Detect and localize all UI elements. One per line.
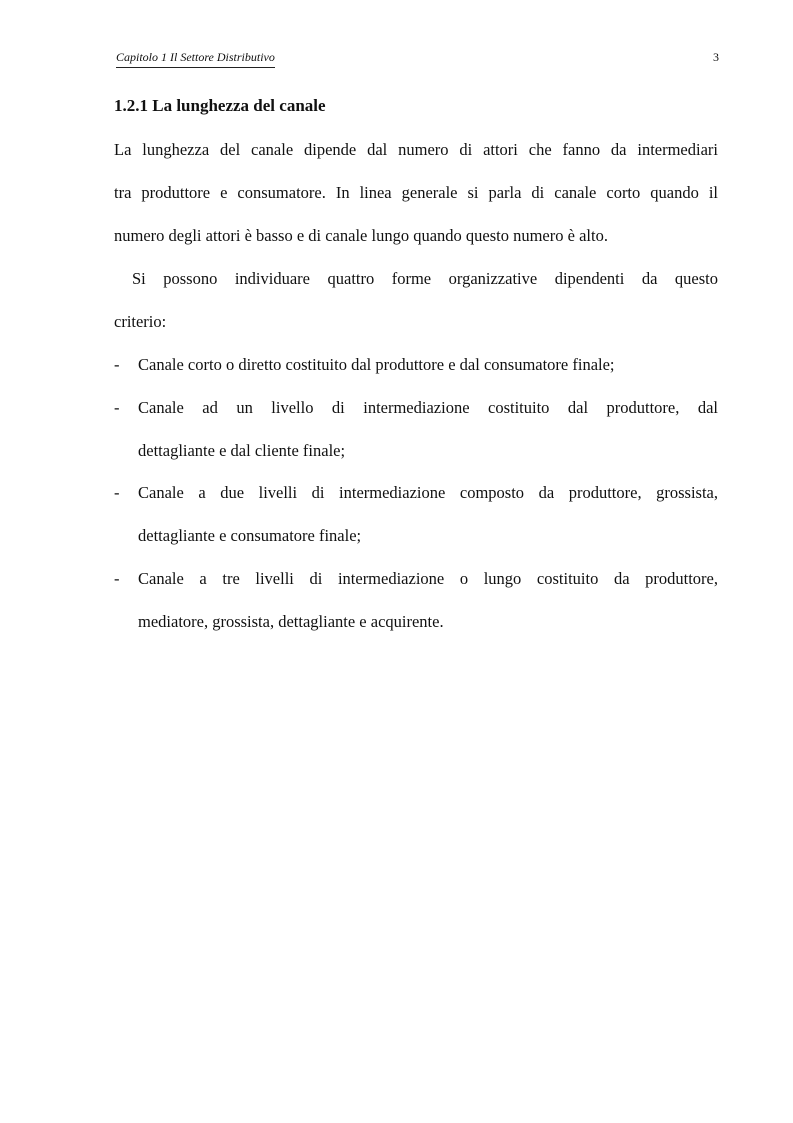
bullet-2-line-2: dettagliante e dal cliente finale; <box>138 441 346 460</box>
bullet-dash-4: - <box>114 569 120 588</box>
paragraph-1-line-1: La lunghezza del canale dipende dal numero di attori che fanno da intermediari <box>114 140 718 159</box>
paragraph-1-line-3: numero degli attori è basso e di canale lungo quando questo numero è alto. <box>114 226 608 245</box>
bullet-dash-1: - <box>114 355 120 374</box>
bullet-3-line-1: Canale a due livelli di intermediazione composto da produttore, grossista, <box>138 483 718 502</box>
bullet-4-line-1: Canale a tre livelli di intermediazione o lungo costituito da produttore, <box>138 569 718 588</box>
bullet-dash-2: - <box>114 398 120 417</box>
paragraph-2-line-2: criterio: <box>114 312 167 331</box>
page-number: 3 <box>713 50 719 64</box>
bullet-4-line-2: mediatore, grossista, dettagliante e acquirente. <box>138 612 444 631</box>
paragraph-2-line-1: Si possono individuare quattro forme organizzative dipendenti da questo <box>132 269 718 288</box>
running-header <box>116 49 719 69</box>
bullet-2-line-1: Canale ad un livello di intermediazione costituito dal produttore, dal <box>138 398 718 417</box>
bullet-dash-3: - <box>114 483 120 502</box>
section-heading: 1.2.1 La lunghezza del canale <box>114 96 326 115</box>
bullet-1-line-1: Canale corto o diretto costituito dal produttore e dal consumatore finale; <box>138 355 615 374</box>
running-title: Capitolo 1 Il Settore Distributivo <box>116 49 275 68</box>
bullet-3-line-2: dettagliante e consumatore finale; <box>138 526 362 545</box>
paragraph-1-line-2: tra produttore e consumatore. In linea generale si parla di canale corto quando il <box>114 183 718 202</box>
